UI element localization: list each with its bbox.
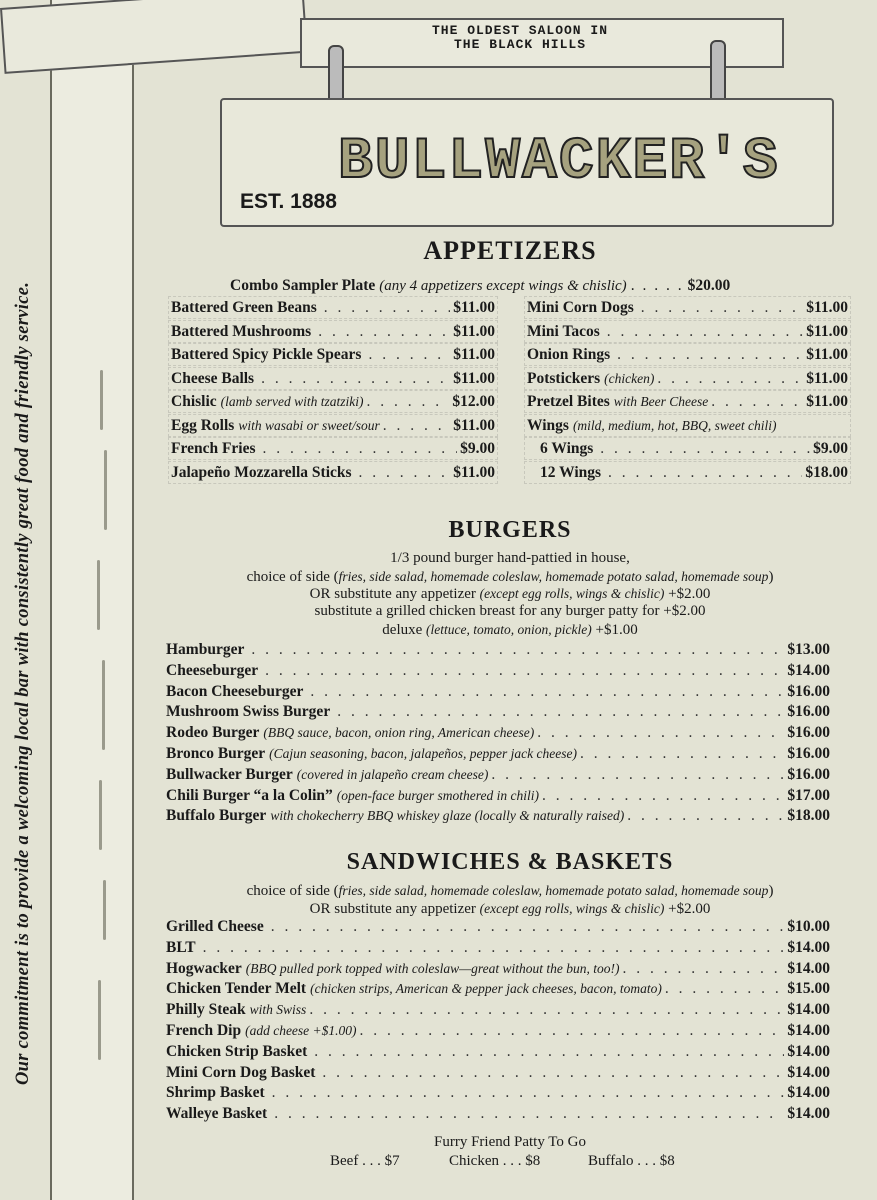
wooden-post-illustration xyxy=(50,0,134,1200)
item-desc: (open-face burger smothered in chili) xyxy=(336,787,539,803)
item-price: $14.00 xyxy=(787,1063,830,1081)
dot-leader xyxy=(318,323,450,341)
item-price: $14.00 xyxy=(787,938,830,956)
dot-leader xyxy=(337,703,784,721)
item-desc: (add cheese +$1.00) xyxy=(245,1023,357,1038)
established-year: EST. 1888 xyxy=(240,190,337,213)
item-name: Chicken Tender Melt xyxy=(166,980,307,998)
item-name: Pretzel Bites xyxy=(527,393,610,410)
dot-leader xyxy=(491,766,784,784)
menu-item-row xyxy=(540,464,848,482)
dot-leader xyxy=(665,980,785,998)
menu-item-row xyxy=(166,683,830,701)
dot-leader xyxy=(367,393,450,411)
furry-friend-title: Furry Friend Patty To Go xyxy=(433,1134,586,1150)
text: choice of side ( xyxy=(246,569,339,585)
item-name: Cheeseburger xyxy=(166,661,259,679)
item-desc: with Swiss xyxy=(249,1002,307,1018)
menu-item-row xyxy=(166,745,830,763)
item-price: $14.00 xyxy=(787,1042,830,1060)
sandwiches-intro-2 xyxy=(200,900,820,918)
item-price: $14.00 xyxy=(787,1022,830,1039)
menu-item-row xyxy=(166,807,830,825)
menu-item-row xyxy=(527,393,848,411)
item-name: 6 Wings xyxy=(540,440,594,457)
menu-item-row xyxy=(166,1105,830,1123)
item-price: $14.00 xyxy=(787,661,830,679)
dot-leader xyxy=(657,370,803,388)
dot-leader xyxy=(617,346,803,364)
menu-item-row xyxy=(166,787,830,805)
burgers-intro-5 xyxy=(200,621,820,639)
item-price: $11.00 xyxy=(806,299,848,316)
menu-item-row xyxy=(527,346,848,364)
menu-item-row xyxy=(166,1001,830,1019)
burgers-intro-3 xyxy=(200,585,820,603)
item-name: French Dip xyxy=(166,1022,242,1039)
item-price: $16.00 xyxy=(787,703,830,721)
item-name: Egg Rolls xyxy=(171,416,235,434)
menu-item-row xyxy=(166,939,830,957)
item-price: $11.00 xyxy=(453,463,495,481)
item-price: $14.00 xyxy=(787,1105,830,1123)
item-name: Battered Mushrooms xyxy=(171,322,312,340)
dot-leader xyxy=(263,440,458,458)
menu-item-row xyxy=(166,703,830,721)
item-price: $11.00 xyxy=(806,346,848,363)
dot-leader xyxy=(600,440,810,458)
dot-leader xyxy=(608,464,802,482)
combo-sampler-row xyxy=(230,277,730,295)
exceptions: (except egg rolls, wings & chislic) xyxy=(479,901,665,916)
item-name: Walleye Basket xyxy=(166,1105,268,1123)
item-name: Cheese Balls xyxy=(171,369,255,387)
item-price: $13.00 xyxy=(787,641,830,658)
furry-buffalo: Buffalo . . . $8 xyxy=(588,1153,675,1169)
item-price: $11.00 xyxy=(806,322,848,340)
crossbeam-illustration xyxy=(0,0,308,74)
dot-leader xyxy=(368,346,450,364)
text: choice of side ( xyxy=(246,883,339,899)
tagline-line-2: THE BLACK HILLS xyxy=(453,37,587,52)
dot-leader xyxy=(537,724,784,742)
item-name: BLT xyxy=(166,938,196,956)
deluxe-options: (lettuce, tomato, onion, pickle) xyxy=(426,622,592,637)
burgers-heading: BURGERS xyxy=(448,517,572,543)
item-desc: (chicken strips, American & pepper jack cheeses, bacon, tomato) xyxy=(310,981,662,997)
item-price: $10.00 xyxy=(787,918,830,935)
dot-leader xyxy=(641,299,803,317)
item-desc: with chokecherry BBQ whiskey glaze (locally & naturally raised) xyxy=(270,808,625,824)
text: ) xyxy=(768,883,774,899)
item-price: $11.00 xyxy=(453,322,495,340)
menu-item-row xyxy=(527,299,848,317)
item-desc: (chicken) xyxy=(604,370,655,386)
dot-leader xyxy=(627,807,784,825)
menu-item-row xyxy=(527,417,848,435)
item-name: Grilled Cheese xyxy=(166,918,264,935)
dot-leader xyxy=(711,393,803,411)
item-name: Potstickers xyxy=(527,369,601,387)
item-desc: (Cajun seasoning, bacon, jalapeños, pepper jack cheese) xyxy=(269,746,577,761)
item-name: Wings xyxy=(527,416,569,434)
burgers-intro-4: substitute a grilled chicken breast for any burger patty for +$2.00 xyxy=(314,603,706,619)
item-desc: (BBQ sauce, bacon, onion ring, American cheese) xyxy=(263,725,535,741)
text: deluxe xyxy=(382,622,427,638)
menu-item-row xyxy=(527,370,848,388)
item-name: Rodeo Burger xyxy=(166,724,260,742)
dot-leader xyxy=(274,1105,784,1123)
menu-item-row xyxy=(171,370,495,388)
sandwiches-heading: SANDWICHES & BASKETS xyxy=(346,849,674,875)
menu-item-row xyxy=(166,1022,830,1040)
dot-leader xyxy=(272,1084,785,1102)
item-desc: with wasabi or sweet/sour xyxy=(238,417,380,433)
item-price: $9.00 xyxy=(460,440,495,457)
item-name: Shrimp Basket xyxy=(166,1084,265,1102)
furry-chicken: Chicken . . . $8 xyxy=(449,1153,541,1169)
item-name: Chili Burger “a la Colin” xyxy=(166,786,333,804)
text: +$2.00 xyxy=(664,586,711,602)
item-name: Onion Rings xyxy=(527,346,611,363)
text: ) xyxy=(768,569,774,585)
dot-leader: . . . . . xyxy=(630,277,684,294)
item-price: $11.00 xyxy=(453,346,495,363)
item-price: $15.00 xyxy=(787,980,830,998)
dot-leader xyxy=(271,918,785,936)
item-name: Bullwacker Burger xyxy=(166,765,293,783)
item-price: $11.00 xyxy=(806,393,848,410)
item-price: $14.00 xyxy=(787,959,830,977)
dot-leader xyxy=(542,787,784,805)
item-price: $14.00 xyxy=(787,1001,830,1019)
item-price: $20.00 xyxy=(687,277,731,294)
menu-item-row xyxy=(166,980,830,998)
item-price: $16.00 xyxy=(787,724,830,742)
dot-leader xyxy=(265,662,784,680)
sandwiches-intro-1 xyxy=(180,882,840,900)
item-name: Mini Corn Dogs xyxy=(527,299,634,316)
menu-item-row xyxy=(166,724,830,742)
item-desc: with Beer Cheese xyxy=(613,394,709,409)
appetizers-heading: APPETIZERS xyxy=(423,236,597,265)
menu-item-row xyxy=(166,662,830,680)
item-price: $16.00 xyxy=(787,682,830,700)
item-price: $17.00 xyxy=(787,786,830,804)
item-price: $11.00 xyxy=(453,369,495,387)
burgers-intro-2 xyxy=(180,568,840,586)
menu-item-row xyxy=(527,323,848,341)
item-name: Mini Corn Dog Basket xyxy=(166,1063,316,1081)
item-price: $11.00 xyxy=(453,299,495,316)
menu-item-row xyxy=(171,464,495,482)
item-desc: (covered in jalapeño cream cheese) xyxy=(296,766,489,782)
item-name: Combo Sampler Plate xyxy=(230,277,376,294)
item-name: Buffalo Burger xyxy=(166,807,267,825)
menu-item-row xyxy=(166,641,830,659)
menu-item-row xyxy=(166,766,830,784)
item-name: Hamburger xyxy=(166,641,245,658)
item-name: Mini Tacos xyxy=(527,322,600,340)
menu-item-row xyxy=(540,440,848,458)
text: +$1.00 xyxy=(591,622,638,638)
item-price: $18.00 xyxy=(805,463,848,481)
text: OR substitute any appetizer xyxy=(309,901,480,917)
dot-leader xyxy=(322,1064,784,1082)
dot-leader xyxy=(359,464,451,482)
item-name: French Fries xyxy=(171,440,256,457)
item-price: $16.00 xyxy=(787,745,830,762)
menu-item-row xyxy=(171,393,495,411)
item-name: Jalapeño Mozzarella Sticks xyxy=(171,463,352,481)
mission-statement: Our commitment is to provide a welcoming local bar with consistently great food and friendly service. xyxy=(13,281,33,1085)
side-options: fries, side salad, homemade coleslaw, homemade potato salad, homemade soup xyxy=(338,883,769,898)
menu-item-row xyxy=(166,1043,830,1061)
item-desc: (lamb served with tzatziki) xyxy=(220,394,364,409)
menu-item-row xyxy=(171,346,495,364)
text: +$2.00 xyxy=(664,901,711,917)
dot-leader xyxy=(607,323,803,341)
text: OR substitute any appetizer xyxy=(309,586,480,602)
item-name: Philly Steak xyxy=(166,1001,246,1019)
item-name: Bronco Burger xyxy=(166,745,266,762)
menu-item-row xyxy=(166,960,830,978)
item-price: $16.00 xyxy=(787,765,830,783)
tagline-line-1: THE OLDEST SALOON IN xyxy=(431,23,609,38)
item-name: Battered Green Beans xyxy=(171,299,317,316)
menu-item-row xyxy=(171,440,495,458)
item-name: Bacon Cheeseburger xyxy=(166,682,304,700)
dot-leader xyxy=(203,939,785,957)
item-name: Chicken Strip Basket xyxy=(166,1042,308,1060)
dot-leader xyxy=(383,417,451,435)
dot-leader xyxy=(309,1001,784,1019)
item-name: Battered Spicy Pickle Spears xyxy=(171,346,362,363)
item-price: $18.00 xyxy=(787,807,830,825)
dot-leader xyxy=(580,745,784,763)
item-price: $11.00 xyxy=(806,369,848,387)
dot-leader xyxy=(251,641,784,659)
dot-leader xyxy=(622,960,784,978)
dot-leader xyxy=(310,683,784,701)
dot-leader xyxy=(360,1022,785,1040)
item-desc: (any 4 appetizers except wings & chislic) xyxy=(379,278,627,294)
menu-item-row xyxy=(171,323,495,341)
tagline xyxy=(330,24,710,52)
burgers-intro-1: 1/3 pound burger hand-pattied in house, xyxy=(390,550,630,566)
exceptions: (except egg rolls, wings & chislic) xyxy=(479,586,665,601)
item-price: $12.00 xyxy=(452,393,495,410)
dot-leader xyxy=(314,1043,784,1061)
item-price: $9.00 xyxy=(813,440,848,457)
item-name: Chislic xyxy=(171,393,217,410)
item-desc: (mild, medium, hot, BBQ, sweet chili) xyxy=(572,417,777,433)
menu-item-row xyxy=(171,299,495,317)
item-name: Mushroom Swiss Burger xyxy=(166,703,331,721)
side-options: fries, side salad, homemade coleslaw, homemade potato salad, homemade soup xyxy=(338,569,769,584)
item-price: $14.00 xyxy=(787,1084,830,1102)
dot-leader xyxy=(261,370,450,388)
restaurant-logo: BULLWACKER'S xyxy=(338,130,780,195)
furry-beef: Beef . . . $7 xyxy=(330,1153,400,1169)
menu-item-row xyxy=(166,918,830,936)
menu-item-row xyxy=(166,1064,830,1082)
item-desc: (BBQ pulled pork topped with coleslaw—great without the bun, too!) xyxy=(245,960,620,976)
item-price: $11.00 xyxy=(453,416,495,434)
item-name: 12 Wings xyxy=(540,463,602,481)
item-name: Hogwacker xyxy=(166,959,242,977)
dot-leader xyxy=(324,299,450,317)
menu-item-row xyxy=(171,417,495,435)
menu-item-row xyxy=(166,1084,830,1102)
